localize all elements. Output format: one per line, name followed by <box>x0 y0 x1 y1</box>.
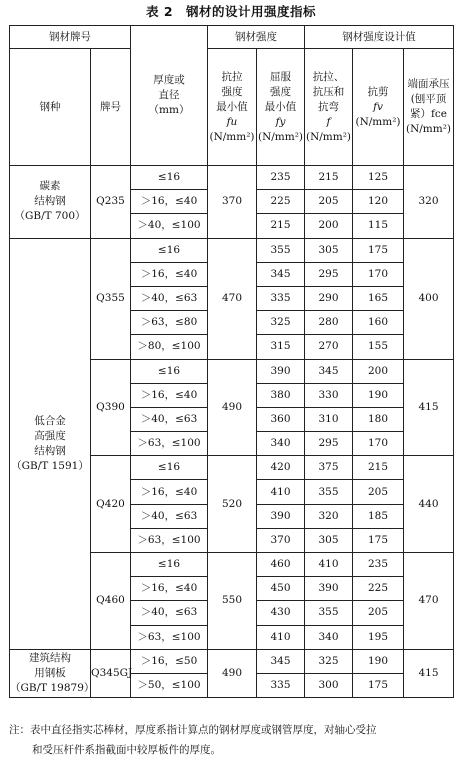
header-f: 抗拉、 抗压和 抗弯 f (N/mm²) <box>305 49 353 166</box>
steel-type-line: 结构钢 <box>34 195 66 208</box>
f-cell: 410 <box>305 553 353 577</box>
thickness-cell: ≤16 <box>131 456 208 480</box>
fv-cell: 170 <box>353 262 404 286</box>
steel-strength-table <box>9 25 454 698</box>
steel-type-cell <box>10 649 95 697</box>
table-row <box>10 166 454 190</box>
f-cell: 295 <box>305 432 353 456</box>
table-row <box>10 649 454 673</box>
fce-cell: 400 <box>404 238 454 359</box>
fv-cell: 205 <box>353 480 404 504</box>
fv-cell: 235 <box>353 553 404 577</box>
fv-cell: 175 <box>353 528 404 552</box>
table-title: 表 2 钢材的设计用强度指标 <box>145 4 317 19</box>
f-cell: 295 <box>305 262 353 286</box>
thickness-cell: ＞40，≤63 <box>131 286 208 310</box>
grade-cell: Q235 <box>91 166 131 239</box>
thickness-cell: ≤16 <box>131 238 208 262</box>
fv-cell: 165 <box>353 286 404 310</box>
f-cell: 325 <box>305 649 353 673</box>
header-design-group: 钢材强度设计值 <box>305 26 454 49</box>
steel-type-line: 低合金 <box>34 414 66 427</box>
fy-cell: 410 <box>257 480 305 504</box>
fv-cell: 155 <box>353 335 404 359</box>
thickness-cell: ＞63，≤100 <box>131 625 208 649</box>
f-cell: 390 <box>305 577 353 601</box>
fy-cell: 370 <box>257 528 305 552</box>
fy-cell: 325 <box>257 311 305 335</box>
steel-type-cell <box>10 166 91 239</box>
thickness-cell: ＞16，≤40 <box>131 262 208 286</box>
thickness-cell: ＞40，≤63 <box>131 601 208 625</box>
f-cell: 340 <box>305 625 353 649</box>
thickness-cell: ＞40，≤100 <box>131 214 208 238</box>
fy-cell: 420 <box>257 456 305 480</box>
thickness-cell: ＞40，≤63 <box>131 407 208 431</box>
grade-cell: Q355 <box>91 238 131 359</box>
fv-cell: 115 <box>353 214 404 238</box>
thickness-cell: ＞63，≤100 <box>131 528 208 552</box>
fy-cell: 345 <box>257 262 305 286</box>
fy-cell: 345 <box>257 649 305 673</box>
fy-cell: 380 <box>257 383 305 407</box>
f-cell: 320 <box>305 504 353 528</box>
fv-cell: 180 <box>353 407 404 431</box>
header-fy: 屈服 强度 最小值 fy (N/mm²) <box>257 49 305 166</box>
steel-type-line: 碳素 <box>39 180 61 193</box>
steel-type-line: 结构钢 <box>34 444 66 457</box>
fv-cell: 160 <box>353 311 404 335</box>
fv-cell: 170 <box>353 432 404 456</box>
f-cell: 200 <box>305 214 353 238</box>
fu-cell: 490 <box>208 359 257 456</box>
thickness-cell: ＞63，≤80 <box>131 311 208 335</box>
f-cell: 280 <box>305 311 353 335</box>
steel-type-line: 高强度 <box>34 429 66 442</box>
fy-cell: 460 <box>257 553 305 577</box>
thickness-cell: ＞16，≤40 <box>131 383 208 407</box>
fv-cell: 120 <box>353 190 404 214</box>
f-cell: 375 <box>305 456 353 480</box>
fce-cell: 415 <box>404 649 454 697</box>
fce-cell: 320 <box>404 166 454 239</box>
thickness-cell: ＞80，≤100 <box>131 335 208 359</box>
f-cell: 345 <box>305 359 353 383</box>
header-steel-type: 钢种 <box>10 49 91 166</box>
fce-cell: 440 <box>404 456 454 553</box>
thickness-cell: ≤16 <box>131 359 208 383</box>
fce-cell: 470 <box>404 553 454 650</box>
steel-type-line: 建筑结构 <box>29 651 71 664</box>
thickness-cell: ＞63，≤100 <box>131 432 208 456</box>
fv-cell: 175 <box>353 238 404 262</box>
fu-cell: 520 <box>208 456 257 553</box>
fy-cell: 390 <box>257 504 305 528</box>
steel-type-line: （GB/T 19879） <box>10 681 95 694</box>
f-cell: 305 <box>305 238 353 262</box>
f-cell: 355 <box>305 601 353 625</box>
fy-cell: 315 <box>257 335 305 359</box>
fy-cell: 355 <box>257 238 305 262</box>
thickness-cell: ≤16 <box>131 553 208 577</box>
fv-cell: 190 <box>353 383 404 407</box>
header-grade-group: 钢材牌号 <box>10 26 131 49</box>
fv-cell: 215 <box>353 456 404 480</box>
f-cell: 330 <box>305 383 353 407</box>
fy-cell: 450 <box>257 577 305 601</box>
fy-cell: 340 <box>257 432 305 456</box>
thickness-cell: ＞16，≤50 <box>131 649 208 673</box>
fy-cell: 335 <box>257 286 305 310</box>
fy-cell: 390 <box>257 359 305 383</box>
fy-cell: 430 <box>257 601 305 625</box>
grade-cell: Q345GJ <box>91 649 131 697</box>
fy-cell: 360 <box>257 407 305 431</box>
header-fce: 端面承压 (刨平顶 紧）fce (N/mm²) <box>404 49 454 166</box>
fy-cell: 235 <box>257 166 305 190</box>
steel-type-cell <box>10 238 91 649</box>
fv-cell: 195 <box>353 625 404 649</box>
thickness-cell: ＞40，≤63 <box>131 504 208 528</box>
fv-cell: 225 <box>353 577 404 601</box>
f-cell: 290 <box>305 286 353 310</box>
f-cell: 310 <box>305 407 353 431</box>
fy-cell: 410 <box>257 625 305 649</box>
fy-cell: 225 <box>257 190 305 214</box>
f-cell: 305 <box>305 528 353 552</box>
steel-type-line: （GB/T 700） <box>14 210 86 223</box>
f-cell: 270 <box>305 335 353 359</box>
grade-cell: Q460 <box>91 553 131 650</box>
thickness-cell: ＞16，≤40 <box>131 190 208 214</box>
fv-cell: 200 <box>353 359 404 383</box>
note-line-2: 和受压杆件系指截面中较厚板件的厚度。 <box>32 744 221 756</box>
thickness-cell: ＞16，≤40 <box>131 480 208 504</box>
header-thickness: 厚度或 直径 （mm） <box>131 26 208 166</box>
grade-cell: Q390 <box>91 359 131 456</box>
thickness-cell: ＞16，≤40 <box>131 577 208 601</box>
fy-cell: 215 <box>257 214 305 238</box>
f-cell: 355 <box>305 480 353 504</box>
header-strength-group: 钢材强度 <box>208 26 305 49</box>
fv-cell: 205 <box>353 601 404 625</box>
fce-cell: 415 <box>404 359 454 456</box>
note-line-1: 注：表中直径指实芯棒材，厚度系指计算点的钢材厚度或钢管厚度，对轴心受拉 <box>9 724 377 736</box>
fv-cell: 185 <box>353 504 404 528</box>
table-row <box>10 238 454 262</box>
header-fu: 抗拉 强度 最小值 fu (N/mm²) <box>208 49 257 166</box>
fu-cell: 550 <box>208 553 257 650</box>
steel-type-line: 用钢板 <box>34 666 66 679</box>
f-cell: 215 <box>305 166 353 190</box>
thickness-cell: ＞50，≤100 <box>131 673 208 697</box>
fu-cell: 470 <box>208 238 257 359</box>
f-cell: 300 <box>305 673 353 697</box>
table-note <box>9 720 453 760</box>
f-cell: 205 <box>305 190 353 214</box>
grade-cell: Q420 <box>91 456 131 553</box>
fv-cell: 175 <box>353 673 404 697</box>
fu-cell: 490 <box>208 649 257 697</box>
table-body <box>10 26 454 698</box>
fv-cell: 190 <box>353 649 404 673</box>
thickness-cell: ≤16 <box>131 166 208 190</box>
header-fv: 抗剪 fv (N/mm²) <box>353 49 404 166</box>
fu-cell: 370 <box>208 166 257 239</box>
header-grade: 牌号 <box>91 49 131 166</box>
fy-cell: 335 <box>257 673 305 697</box>
steel-type-line: （GB/T 1591） <box>11 459 89 472</box>
fv-cell: 125 <box>353 166 404 190</box>
